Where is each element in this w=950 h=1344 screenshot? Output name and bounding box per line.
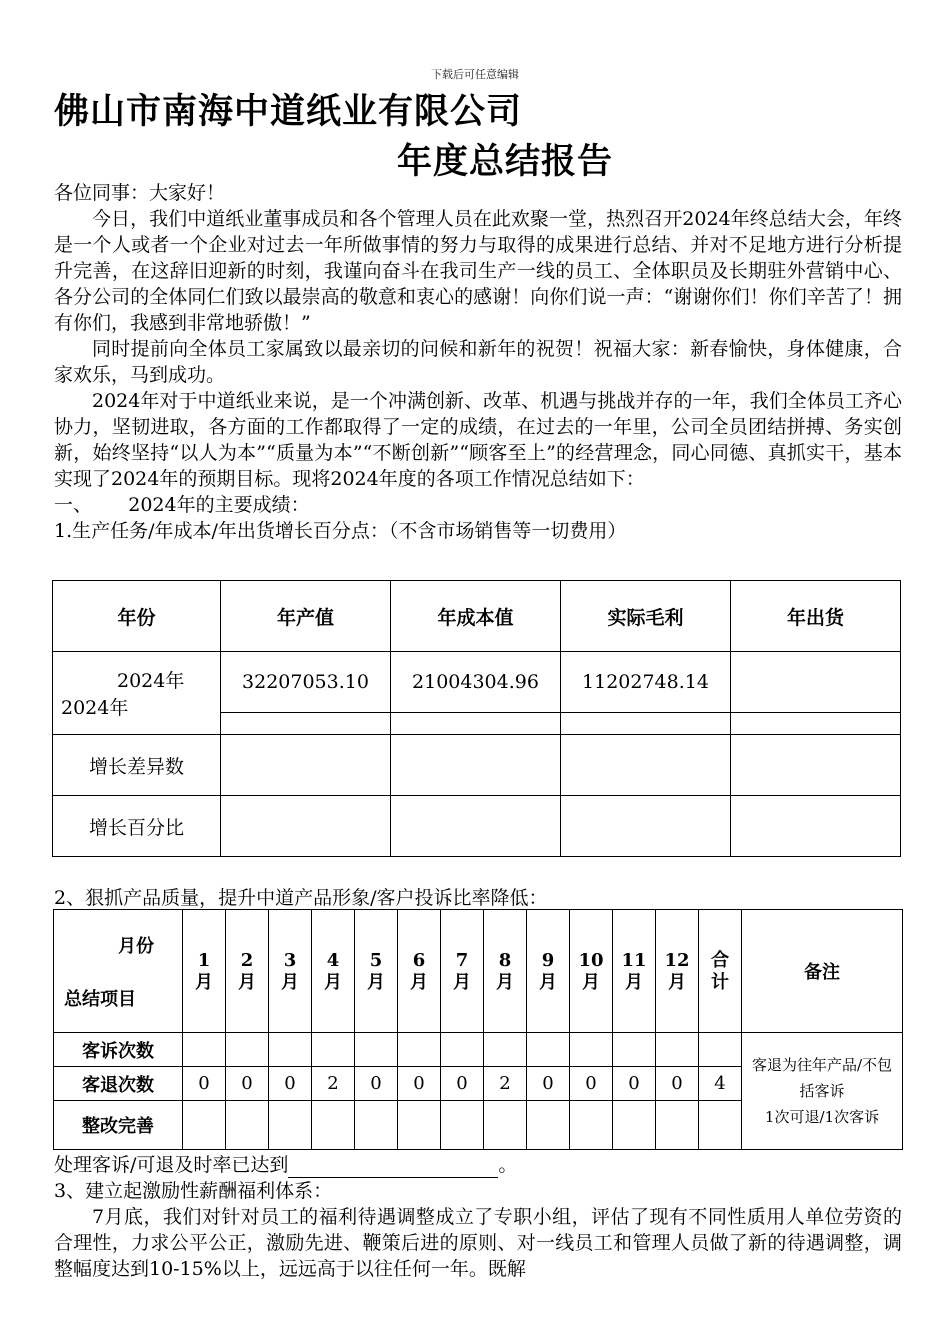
value-profit: 11202748.14: [561, 652, 731, 713]
intro-block: [54, 180, 902, 544]
month-3: 3 月: [269, 910, 312, 1033]
handling-rate-blank: [288, 1157, 498, 1178]
row-label-diff: 增长差异数: [53, 735, 221, 796]
greeting: 各位同事：大家好！: [54, 182, 226, 204]
row-label-returns: 客退次数: [54, 1067, 183, 1101]
month-4: 4 月: [312, 910, 355, 1033]
col-header-profit: 实际毛利: [561, 581, 731, 652]
month-12: 12 月: [656, 910, 699, 1033]
returns-value: 0: [527, 1067, 570, 1101]
month-6: 6 月: [398, 910, 441, 1033]
col-header-output: 年产值: [221, 581, 391, 652]
month-10: 10 月: [570, 910, 613, 1033]
value-shipment: [731, 652, 901, 713]
returns-total: 4: [699, 1067, 742, 1101]
corner-cell: [54, 910, 183, 1033]
col-header-cost: 年成本值: [391, 581, 561, 652]
year-cell: [53, 652, 221, 735]
month-5: 5 月: [355, 910, 398, 1033]
value-output: 32207053.10: [221, 652, 391, 713]
company-title: 佛山市南海中道纸业有限公司: [54, 91, 523, 132]
paragraph-wishes: 同时提前向全体员工家属致以最亲切的问候和新年的祝贺！祝福大家：新春愉快，身体健康，合家欢乐，马到成功。: [54, 338, 902, 386]
paragraph-salary: 7月底，我们对针对员工的福利待遇调整成立了专职小组，评估了现有不同性质用人单位劳资的合理性，力求公平公正，激励先进、鞭策后进的原则、对一线员工和管理人员做了新的待遇调整，调整幅度达到10-15%以上，远远高于以往任何一年。既解: [54, 1206, 902, 1280]
returns-value: 2: [312, 1067, 355, 1101]
row-label-complaints: 客诉次数: [54, 1033, 183, 1067]
report-title: 年度总结报告: [397, 141, 614, 182]
year-a: 2024年: [117, 670, 185, 692]
header-note: 下载后可任意编辑: [431, 68, 519, 81]
month-2: 2 月: [226, 910, 269, 1033]
returns-value: 0: [355, 1067, 398, 1101]
row-label-rectify: 整改完善: [54, 1101, 183, 1150]
returns-value: 0: [613, 1067, 656, 1101]
returns-value: 2: [484, 1067, 527, 1101]
month-total: 合 计: [699, 910, 742, 1033]
month-7: 7 月: [441, 910, 484, 1033]
corner-month: 月份: [118, 936, 154, 957]
remark-cell: [742, 1033, 903, 1150]
month-9: 9 月: [527, 910, 570, 1033]
corner-item: 总结项目: [64, 989, 136, 1010]
row-label-pct: 增长百分比: [53, 796, 221, 857]
handling-rate-label: 处理客诉/可退及时率已达到: [54, 1154, 289, 1176]
remark-header: 备注: [742, 910, 903, 1033]
production-table: [52, 580, 901, 857]
subheading-production: 1.生产任务/年成本/年出货增长百分点：（不含市场销售等一切费用）: [54, 520, 627, 542]
subheading-quality: 2、狠抓产品质量，提升中道产品形象/客户投诉比率降低：: [54, 887, 548, 909]
remark-note-2: 1次可退/1次客诉: [764, 1108, 880, 1126]
subheading-salary: 3、建立起激励性薪酬福利体系：: [54, 1180, 333, 1202]
month-1: 1 月: [183, 910, 226, 1033]
complaint-table: [53, 909, 903, 1150]
month-11: 11 月: [613, 910, 656, 1033]
year-b: 2024年: [61, 697, 129, 719]
returns-value: 0: [269, 1067, 312, 1101]
returns-value: 0: [183, 1067, 226, 1101]
remark-note-1: 客退为往年产品/不包括客诉: [751, 1056, 893, 1100]
handling-rate-line: 处理客诉/可退及时率已达到 。: [54, 1154, 518, 1176]
returns-value: 0: [570, 1067, 613, 1101]
returns-value: 0: [441, 1067, 484, 1101]
returns-value: 0: [226, 1067, 269, 1101]
col-header-shipment: 年出货: [731, 581, 901, 652]
closing-block: [54, 1152, 902, 1282]
paragraph-summary: 2024年对于中道纸业来说，是一个冲满创新、改革、机遇与挑战并存的一年，我们全体员工齐心协力，坚韧进取，各方面的工作都取得了一定的成绩，在过去的一年里，公司全员团结拼搏、务实创新，始终坚持“以人为本”“质量为本”“不断创新”“顾客至上”的经营理念，同心同德、真抓实干，基本实现了2024年的预期目标。现将2024年度的各项工作情况总结如下：: [54, 390, 902, 490]
section-heading-achievements: 一、 2024年的主要成绩：: [54, 494, 310, 516]
month-8: 8 月: [484, 910, 527, 1033]
value-cost: 21004304.96: [391, 652, 561, 713]
paragraph-thanks: 今日，我们中道纸业董事成员和各个管理人员在此欢聚一堂，热烈召开2024年终总结大会，年终是一个人或者一个企业对过去一年所做事情的努力与取得的成果进行总结、并对不足地方进行分析提升完善，在这辞旧迎新的时刻，我谨向奋斗在我司生产一线的员工、全体职员及长期驻外营销中心、各分公司的全体同仁们致以最崇高的敬意和衷心的感谢！向你们说一声：“谢谢你们！你们辛苦了！拥有你们，我感到非常地骄傲！”: [54, 208, 902, 334]
col-header-year: 年份: [53, 581, 221, 652]
returns-value: 0: [656, 1067, 699, 1101]
returns-value: 0: [398, 1067, 441, 1101]
